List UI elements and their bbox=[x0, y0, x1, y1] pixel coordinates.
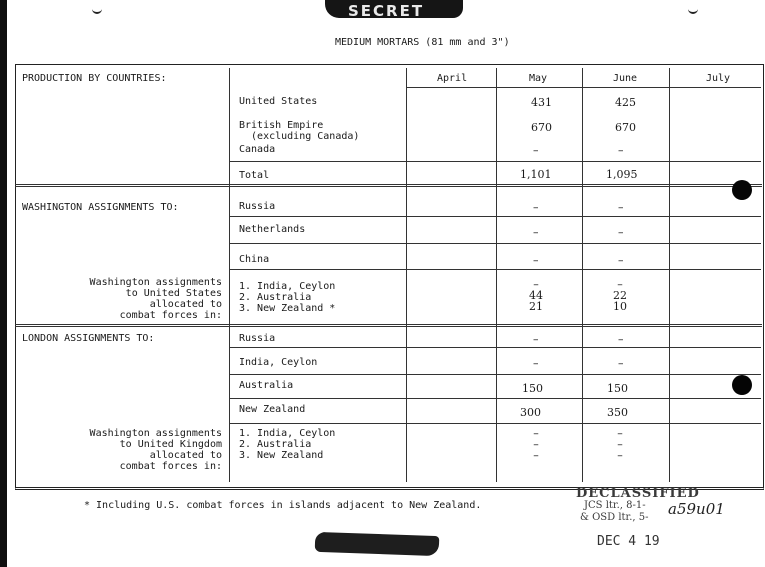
cell-june: – bbox=[618, 333, 624, 346]
document-title: MEDIUM MORTARS (81 mm and 3") bbox=[335, 37, 510, 48]
cell-june: – bbox=[618, 144, 624, 157]
column-header-june: June bbox=[613, 73, 638, 84]
total-june: 1,095 bbox=[606, 168, 638, 181]
us-group-heading-line: allocated to bbox=[149, 299, 222, 310]
row-rule bbox=[229, 423, 761, 424]
row-rule bbox=[229, 347, 761, 348]
section-heading-production: PRODUCTION BY COUNTRIES: bbox=[22, 73, 167, 84]
us-group-heading-line: combat forces in: bbox=[119, 310, 222, 321]
cell-june: – bbox=[617, 427, 623, 440]
row-label: United States bbox=[239, 96, 318, 107]
uk-group-heading-line: Washington assignments bbox=[89, 428, 222, 439]
header-rule bbox=[406, 87, 761, 88]
uk-group-heading-line: to United Kingdom bbox=[119, 439, 222, 450]
cell-may: 670 bbox=[531, 121, 552, 134]
total-may: 1,101 bbox=[520, 168, 552, 181]
row-label: British Empire (excluding Canada) bbox=[239, 120, 360, 142]
total-label: Total bbox=[239, 170, 270, 181]
cell-june: – bbox=[618, 201, 624, 214]
handwritten-code: a59u01 bbox=[668, 500, 725, 518]
column-divider bbox=[669, 68, 670, 482]
declass-line: DECLASSIFIED bbox=[576, 486, 700, 501]
row-rule bbox=[229, 269, 761, 270]
cell-may: – bbox=[533, 278, 539, 291]
section-heading-london: LONDON ASSIGNMENTS TO: bbox=[22, 333, 155, 344]
list-item: 1. India, Ceylon bbox=[239, 281, 336, 292]
row-rule bbox=[229, 243, 761, 244]
us-group-heading-line: Washington assignments bbox=[89, 277, 222, 288]
row-label: India, Ceylon bbox=[239, 357, 318, 368]
binder-hole bbox=[732, 375, 752, 395]
row-label: Russia bbox=[239, 333, 276, 344]
footnote: * Including U.S. combat forces in islands adjacent to New Zealand. bbox=[84, 500, 482, 511]
column-header-may: May bbox=[529, 73, 548, 84]
column-divider bbox=[229, 68, 230, 482]
cell-may: 150 bbox=[522, 382, 543, 395]
section-rule bbox=[15, 184, 762, 187]
cell-may: – bbox=[533, 226, 539, 239]
uk-group-heading-line: allocated to bbox=[149, 450, 222, 461]
column-header-july: July bbox=[706, 73, 731, 84]
scan-edge bbox=[0, 0, 7, 567]
section-heading-washington: WASHINGTON ASSIGNMENTS TO: bbox=[22, 202, 179, 213]
bottom-stamp-blot bbox=[315, 532, 440, 556]
uk-group-may bbox=[526, 428, 546, 461]
cell-may: – bbox=[533, 333, 539, 346]
cell-may: – bbox=[533, 449, 539, 462]
us-group-june bbox=[610, 279, 630, 312]
list-item: 2. Australia bbox=[239, 292, 312, 303]
section-rule bbox=[15, 324, 762, 327]
cell-june: – bbox=[618, 357, 624, 370]
uk-group-items bbox=[239, 428, 335, 461]
cell-may: – bbox=[533, 144, 539, 157]
cell-june: – bbox=[617, 278, 623, 291]
cell-june: 670 bbox=[615, 121, 636, 134]
declass-line: JCS ltr., 8-1- bbox=[584, 500, 646, 511]
column-divider bbox=[496, 68, 497, 482]
row-label: Russia bbox=[239, 201, 276, 212]
declass-line: & OSD ltr., 5- bbox=[580, 512, 649, 523]
row-label: Australia bbox=[239, 380, 294, 391]
cell-june: – bbox=[618, 254, 624, 267]
date-stamp: DEC 4 19 bbox=[597, 534, 660, 549]
cell-may: 300 bbox=[520, 406, 541, 419]
cell-may: – bbox=[533, 357, 539, 370]
row-label: Canada bbox=[239, 144, 276, 155]
list-item: 3. New Zealand * bbox=[239, 303, 336, 314]
cell-may: – bbox=[533, 254, 539, 267]
total-rule bbox=[229, 161, 761, 162]
row-label: Netherlands bbox=[239, 224, 306, 235]
uk-group-heading-line: combat forces in: bbox=[119, 461, 222, 472]
uk-group-heading bbox=[80, 428, 222, 472]
row-rule bbox=[229, 398, 761, 399]
row-label: China bbox=[239, 254, 270, 265]
cell-may: – bbox=[533, 427, 539, 440]
cell-june: 22 bbox=[613, 289, 627, 302]
binder-hole bbox=[732, 180, 752, 200]
cell-june: 350 bbox=[607, 406, 628, 419]
cell-may: 44 bbox=[529, 289, 543, 302]
us-group-items bbox=[239, 281, 335, 314]
classification-stamp-text: SECRET bbox=[348, 2, 425, 20]
us-group-heading bbox=[80, 277, 222, 321]
row-label: New Zealand bbox=[239, 404, 306, 415]
cell-may: 21 bbox=[529, 300, 543, 313]
uk-group-june bbox=[610, 428, 630, 461]
cell-june: 150 bbox=[607, 382, 628, 395]
punch-mark bbox=[688, 6, 698, 14]
list-item: 2. Australia bbox=[239, 439, 312, 450]
cell-june: 10 bbox=[613, 300, 627, 313]
cell-june: – bbox=[617, 438, 623, 451]
list-item: 3. New Zealand bbox=[239, 450, 324, 461]
cell-june: 425 bbox=[615, 96, 636, 109]
column-header-april: April bbox=[437, 73, 468, 84]
row-rule bbox=[229, 374, 761, 375]
cell-june: – bbox=[618, 226, 624, 239]
cell-may: 431 bbox=[531, 96, 552, 109]
cell-may: – bbox=[533, 438, 539, 451]
row-rule bbox=[229, 216, 761, 217]
punch-mark bbox=[92, 6, 102, 14]
cell-june: – bbox=[617, 449, 623, 462]
us-group-may bbox=[526, 279, 546, 312]
column-divider bbox=[406, 68, 407, 482]
column-divider bbox=[582, 68, 583, 482]
us-group-heading-line: to United States bbox=[125, 288, 222, 299]
cell-may: – bbox=[533, 201, 539, 214]
list-item: 1. India, Ceylon bbox=[239, 428, 336, 439]
